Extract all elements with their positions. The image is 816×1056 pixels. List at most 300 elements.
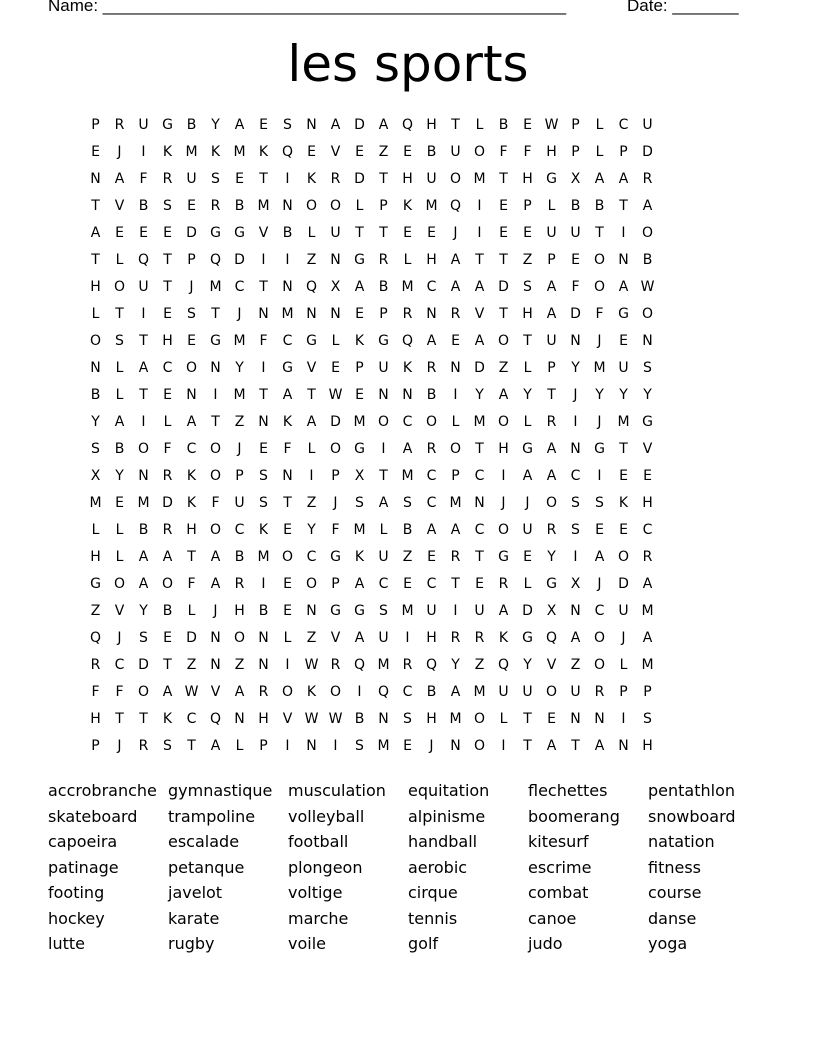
grid-letter: J xyxy=(525,495,531,511)
grid-letter: U xyxy=(138,117,150,133)
grid-letter: T xyxy=(451,117,461,133)
grid-letter: M xyxy=(401,603,415,619)
grid-letter: H xyxy=(90,711,102,727)
grid-letter: A xyxy=(378,495,390,511)
grid-letter: T xyxy=(91,198,101,214)
grid-letter: R xyxy=(162,171,174,187)
grid-letter: B xyxy=(234,549,246,565)
grid-letter: O xyxy=(545,495,559,511)
grid-row xyxy=(84,652,744,679)
grid-letter: J xyxy=(117,738,123,754)
grid-letter: A xyxy=(522,468,534,484)
grid-row xyxy=(84,733,744,760)
grid-letter: A xyxy=(546,306,558,322)
word-list-item: karate xyxy=(168,908,220,928)
grid-letter: H xyxy=(426,252,438,268)
grid-letter: M xyxy=(89,495,103,511)
grid-letter: G xyxy=(546,171,558,187)
grid-letter: H xyxy=(90,279,102,295)
grid-letter: S xyxy=(403,495,413,511)
grid-letter: C xyxy=(402,414,414,430)
grid-letter: G xyxy=(618,306,630,322)
grid-letter: M xyxy=(281,306,295,322)
grid-letter: B xyxy=(426,387,438,403)
grid-letter: V xyxy=(210,684,222,700)
grid-letter: F xyxy=(259,333,269,349)
grid-letter: P xyxy=(331,468,341,484)
grid-letter: N xyxy=(402,387,414,403)
grid-letter: K xyxy=(402,360,414,376)
grid-letter: N xyxy=(450,738,462,754)
grid-letter: Y xyxy=(595,387,605,403)
grid-letter: I xyxy=(453,603,459,619)
grid-letter: N xyxy=(570,711,582,727)
grid-letter: I xyxy=(573,414,579,430)
word-list-item: handball xyxy=(408,832,478,851)
grid-letter: K xyxy=(618,495,630,511)
grid-letter: U xyxy=(378,549,390,565)
grid-letter: A xyxy=(546,441,558,457)
grid-letter: J xyxy=(189,279,195,295)
grid-letter: I xyxy=(213,387,219,403)
grid-letter: E xyxy=(619,333,629,349)
word-list-row xyxy=(48,778,778,804)
grid-letter: G xyxy=(498,549,510,565)
grid-letter: O xyxy=(497,522,511,538)
grid-letter: Q xyxy=(137,252,151,268)
grid-letter: E xyxy=(355,144,365,160)
grid-letter: B xyxy=(138,522,150,538)
grid-letter: Q xyxy=(497,657,511,673)
grid-letter: T xyxy=(379,225,389,241)
grid-letter: L xyxy=(163,414,173,430)
grid-letter: N xyxy=(570,441,582,457)
word-list-item: javelot xyxy=(168,883,223,902)
word-list-item: plongeon xyxy=(288,857,363,877)
grid-letter: I xyxy=(621,711,627,727)
grid-letter: N xyxy=(282,468,294,484)
grid-letter: P xyxy=(619,144,629,160)
grid-letter: S xyxy=(187,306,197,322)
grid-letter: H xyxy=(642,738,654,754)
grid-letter: X xyxy=(354,468,366,484)
grid-letter: T xyxy=(259,171,269,187)
grid-letter: E xyxy=(283,522,293,538)
grid-letter: J xyxy=(597,333,603,349)
grid-letter: J xyxy=(597,414,603,430)
grid-letter: W xyxy=(544,117,560,133)
grid-letter: C xyxy=(474,522,486,538)
grid-letter: Z xyxy=(234,657,246,673)
grid-letter: S xyxy=(523,279,533,295)
grid-letter: T xyxy=(523,738,533,754)
grid-letter: P xyxy=(235,468,245,484)
grid-letter: E xyxy=(499,225,509,241)
grid-letter: A xyxy=(162,684,174,700)
grid-letter: R xyxy=(498,576,510,592)
grid-letter: D xyxy=(474,360,486,376)
grid-letter: M xyxy=(233,144,247,160)
grid-row xyxy=(84,382,744,409)
grid-row xyxy=(84,409,744,436)
grid-letter: X xyxy=(546,603,558,619)
grid-letter: C xyxy=(426,279,438,295)
grid-letter: I xyxy=(621,225,627,241)
grid-letter: K xyxy=(258,144,270,160)
grid-letter: K xyxy=(186,495,198,511)
grid-letter: T xyxy=(163,252,173,268)
grid-letter: B xyxy=(282,225,294,241)
word-list-item: natation xyxy=(648,832,715,851)
grid-letter: S xyxy=(211,171,221,187)
grid-letter: U xyxy=(546,333,558,349)
grid-letter: N xyxy=(570,333,582,349)
grid-letter: I xyxy=(261,576,267,592)
grid-letter: O xyxy=(113,279,127,295)
grid-letter: Q xyxy=(209,252,223,268)
grid-letter: E xyxy=(403,225,413,241)
grid-letter: I xyxy=(141,144,147,160)
grid-letter: P xyxy=(91,117,101,133)
grid-letter: B xyxy=(258,603,270,619)
grid-letter: F xyxy=(523,144,533,160)
grid-letter: M xyxy=(401,468,415,484)
grid-row xyxy=(84,571,744,598)
grid-row xyxy=(84,355,744,382)
grid-letter: S xyxy=(355,738,365,754)
grid-letter: T xyxy=(139,711,149,727)
word-list-item: escalade xyxy=(168,832,240,851)
word-list-item: kitesurf xyxy=(528,832,589,851)
grid-letter: U xyxy=(522,522,534,538)
grid-letter: A xyxy=(426,333,438,349)
grid-letter: R xyxy=(450,306,462,322)
grid-letter: Y xyxy=(523,387,533,403)
grid-letter: C xyxy=(594,603,606,619)
grid-letter: E xyxy=(595,522,605,538)
grid-letter: D xyxy=(354,171,366,187)
grid-letter: S xyxy=(115,333,125,349)
grid-letter: T xyxy=(139,333,149,349)
grid-letter: G xyxy=(522,441,534,457)
grid-letter: K xyxy=(210,144,222,160)
grid-letter: O xyxy=(593,279,607,295)
grid-row xyxy=(84,139,744,166)
grid-letter: E xyxy=(115,225,125,241)
grid-row xyxy=(84,490,744,517)
grid-letter: Z xyxy=(498,360,510,376)
grid-letter: O xyxy=(545,684,559,700)
grid-letter: P xyxy=(571,144,581,160)
grid-letter: D xyxy=(618,576,630,592)
grid-letter: M xyxy=(449,495,463,511)
grid-letter: L xyxy=(91,306,101,322)
name-field-label: Name: _________________________________________________ xyxy=(48,0,567,15)
grid-letter: L xyxy=(115,549,125,565)
word-list-item: tennis xyxy=(408,908,458,928)
grid-letter: L xyxy=(307,225,317,241)
grid-letter: R xyxy=(546,522,558,538)
grid-letter: G xyxy=(354,252,366,268)
grid-letter: N xyxy=(642,333,654,349)
grid-letter: K xyxy=(354,333,366,349)
grid-letter: A xyxy=(594,549,606,565)
grid-letter: I xyxy=(141,306,147,322)
grid-letter: N xyxy=(258,630,270,646)
grid-letter: E xyxy=(331,360,341,376)
grid-letter: A xyxy=(546,279,558,295)
grid-letter: W xyxy=(304,711,320,727)
grid-letter: K xyxy=(306,684,318,700)
grid-letter: L xyxy=(523,576,533,592)
grid-letter: I xyxy=(477,198,483,214)
grid-letter: J xyxy=(237,441,243,457)
grid-letter: J xyxy=(501,495,507,511)
grid-letter: N xyxy=(234,711,246,727)
grid-letter: E xyxy=(163,225,173,241)
grid-letter: J xyxy=(429,738,435,754)
grid-letter: C xyxy=(282,333,294,349)
grid-row xyxy=(84,679,744,706)
grid-letter: W xyxy=(328,387,344,403)
grid-letter: U xyxy=(426,603,438,619)
grid-letter: P xyxy=(547,360,557,376)
grid-letter: K xyxy=(402,198,414,214)
grid-letter: B xyxy=(138,198,150,214)
grid-letter: G xyxy=(210,333,222,349)
grid-letter: L xyxy=(115,387,125,403)
grid-letter: N xyxy=(306,117,318,133)
word-list-item: marche xyxy=(288,908,349,928)
grid-letter: A xyxy=(114,414,126,430)
grid-row xyxy=(84,301,744,328)
grid-letter: N xyxy=(450,360,462,376)
grid-letter: D xyxy=(234,252,246,268)
grid-letter: E xyxy=(619,468,629,484)
grid-row xyxy=(84,166,744,193)
grid-letter: D xyxy=(570,306,582,322)
grid-letter: H xyxy=(546,144,558,160)
grid-letter: I xyxy=(501,468,507,484)
grid-letter: A xyxy=(426,522,438,538)
grid-letter: E xyxy=(355,387,365,403)
grid-letter: E xyxy=(499,198,509,214)
grid-letter: J xyxy=(333,495,339,511)
word-list-item: skateboard xyxy=(48,806,138,826)
grid-letter: E xyxy=(403,576,413,592)
grid-letter: Q xyxy=(377,684,391,700)
grid-letter: O xyxy=(209,522,223,538)
grid-letter: D xyxy=(186,225,198,241)
grid-letter: S xyxy=(595,495,605,511)
grid-letter: A xyxy=(138,360,150,376)
grid-letter: R xyxy=(474,630,486,646)
grid-letter: R xyxy=(546,414,558,430)
grid-letter: C xyxy=(426,576,438,592)
grid-letter: F xyxy=(571,279,581,295)
grid-letter: E xyxy=(475,576,485,592)
word-list-item: patinage xyxy=(48,857,119,877)
grid-letter: B xyxy=(426,144,438,160)
grid-letter: R xyxy=(138,738,150,754)
grid-letter: V xyxy=(114,198,126,214)
grid-letter: Y xyxy=(115,468,125,484)
grid-letter: E xyxy=(523,225,533,241)
grid-letter: O xyxy=(161,576,175,592)
grid-letter: C xyxy=(186,441,198,457)
grid-letter: G xyxy=(354,441,366,457)
grid-letter: Y xyxy=(619,387,629,403)
word-list-item: accrobranche xyxy=(48,781,157,800)
grid-letter: E xyxy=(307,144,317,160)
date-field-label: Date: _______ xyxy=(627,0,739,15)
grid-letter: N xyxy=(570,603,582,619)
grid-letter: A xyxy=(498,387,510,403)
grid-row xyxy=(84,112,744,139)
grid-letter: T xyxy=(91,252,101,268)
grid-letter: J xyxy=(213,603,219,619)
grid-letter: Z xyxy=(234,414,246,430)
word-list-item: footing xyxy=(48,883,105,902)
grid-letter: G xyxy=(330,603,342,619)
grid-letter: J xyxy=(573,387,579,403)
grid-letter: M xyxy=(473,171,487,187)
grid-letter: F xyxy=(283,441,293,457)
grid-letter: I xyxy=(285,657,291,673)
grid-letter: A xyxy=(594,171,606,187)
grid-letter: E xyxy=(427,225,437,241)
grid-letter: C xyxy=(570,468,582,484)
grid-letter: C xyxy=(642,522,654,538)
grid-letter: T xyxy=(187,549,197,565)
grid-letter: M xyxy=(353,522,367,538)
grid-letter: C xyxy=(426,468,438,484)
grid-letter: O xyxy=(497,333,511,349)
word-list-item: snowboard xyxy=(648,806,736,826)
grid-letter: R xyxy=(642,171,654,187)
word-list-item: escrime xyxy=(528,857,592,877)
grid-row xyxy=(84,598,744,625)
word-list-item: pentathlon xyxy=(648,781,736,800)
grid-letter: E xyxy=(283,576,293,592)
grid-letter: S xyxy=(163,738,173,754)
grid-letter: B xyxy=(642,252,654,268)
grid-letter: T xyxy=(475,252,485,268)
grid-letter: E xyxy=(451,333,461,349)
grid-letter: A xyxy=(90,225,102,241)
grid-letter: O xyxy=(593,252,607,268)
grid-letter: G xyxy=(378,333,390,349)
grid-letter: N xyxy=(594,711,606,727)
grid-letter: U xyxy=(138,279,150,295)
grid-letter: D xyxy=(498,279,510,295)
grid-letter: Z xyxy=(474,657,486,673)
grid-letter: D xyxy=(330,414,342,430)
grid-letter: L xyxy=(595,144,605,160)
grid-letter: U xyxy=(618,603,630,619)
grid-letter: U xyxy=(522,684,534,700)
grid-letter: L xyxy=(307,441,317,457)
grid-letter: X xyxy=(570,576,582,592)
grid-letter: Y xyxy=(547,549,557,565)
grid-letter: O xyxy=(449,441,463,457)
grid-letter: S xyxy=(139,630,149,646)
grid-letter: W xyxy=(640,279,656,295)
grid-letter: N xyxy=(90,360,102,376)
grid-letter: Q xyxy=(281,144,295,160)
grid-letter: E xyxy=(283,603,293,619)
grid-letter: E xyxy=(259,117,269,133)
grid-letter: W xyxy=(184,684,200,700)
grid-letter: B xyxy=(378,279,390,295)
grid-letter: E xyxy=(427,549,437,565)
grid-letter: R xyxy=(378,252,390,268)
grid-letter: X xyxy=(330,279,342,295)
grid-letter: A xyxy=(234,684,246,700)
grid-letter: A xyxy=(546,738,558,754)
grid-letter: H xyxy=(498,441,510,457)
grid-letter: N xyxy=(258,414,270,430)
grid-letter: F xyxy=(211,495,221,511)
grid-letter: S xyxy=(283,117,293,133)
word-list-item: combat xyxy=(528,883,589,902)
grid-letter: T xyxy=(499,171,509,187)
grid-letter: O xyxy=(329,441,343,457)
grid-letter: O xyxy=(425,414,439,430)
grid-letter: P xyxy=(379,198,389,214)
grid-letter: S xyxy=(379,603,389,619)
grid-letter: O xyxy=(281,684,295,700)
grid-letter: O xyxy=(305,576,319,592)
word-list-item: course xyxy=(648,883,702,902)
grid-letter: T xyxy=(211,414,221,430)
grid-letter: C xyxy=(234,279,246,295)
word-list xyxy=(48,778,778,957)
grid-letter: Z xyxy=(306,495,318,511)
grid-letter: M xyxy=(209,279,223,295)
grid-letter: Q xyxy=(401,333,415,349)
grid-letter: C xyxy=(402,684,414,700)
grid-letter: R xyxy=(258,684,270,700)
grid-letter: B xyxy=(402,522,414,538)
grid-letter: S xyxy=(403,711,413,727)
grid-letter: O xyxy=(641,306,655,322)
grid-letter: C xyxy=(114,657,126,673)
grid-letter: C xyxy=(162,360,174,376)
grid-letter: M xyxy=(473,414,487,430)
grid-letter: Z xyxy=(570,657,582,673)
grid-row xyxy=(84,706,744,733)
grid-letter: T xyxy=(259,387,269,403)
grid-letter: B xyxy=(162,603,174,619)
grid-letter: L xyxy=(91,522,101,538)
grid-letter: A xyxy=(546,468,558,484)
grid-letter: O xyxy=(137,441,151,457)
grid-letter: U xyxy=(618,360,630,376)
grid-letter: P xyxy=(451,468,461,484)
grid-letter: R xyxy=(450,549,462,565)
word-list-row xyxy=(48,931,778,957)
grid-letter: Q xyxy=(209,711,223,727)
grid-letter: E xyxy=(643,468,653,484)
grid-letter: I xyxy=(333,738,339,754)
grid-letter: R xyxy=(234,576,246,592)
grid-letter: T xyxy=(115,306,125,322)
word-list-item: equitation xyxy=(408,781,490,800)
grid-letter: U xyxy=(546,225,558,241)
grid-letter: F xyxy=(499,144,509,160)
grid-letter: T xyxy=(139,387,149,403)
